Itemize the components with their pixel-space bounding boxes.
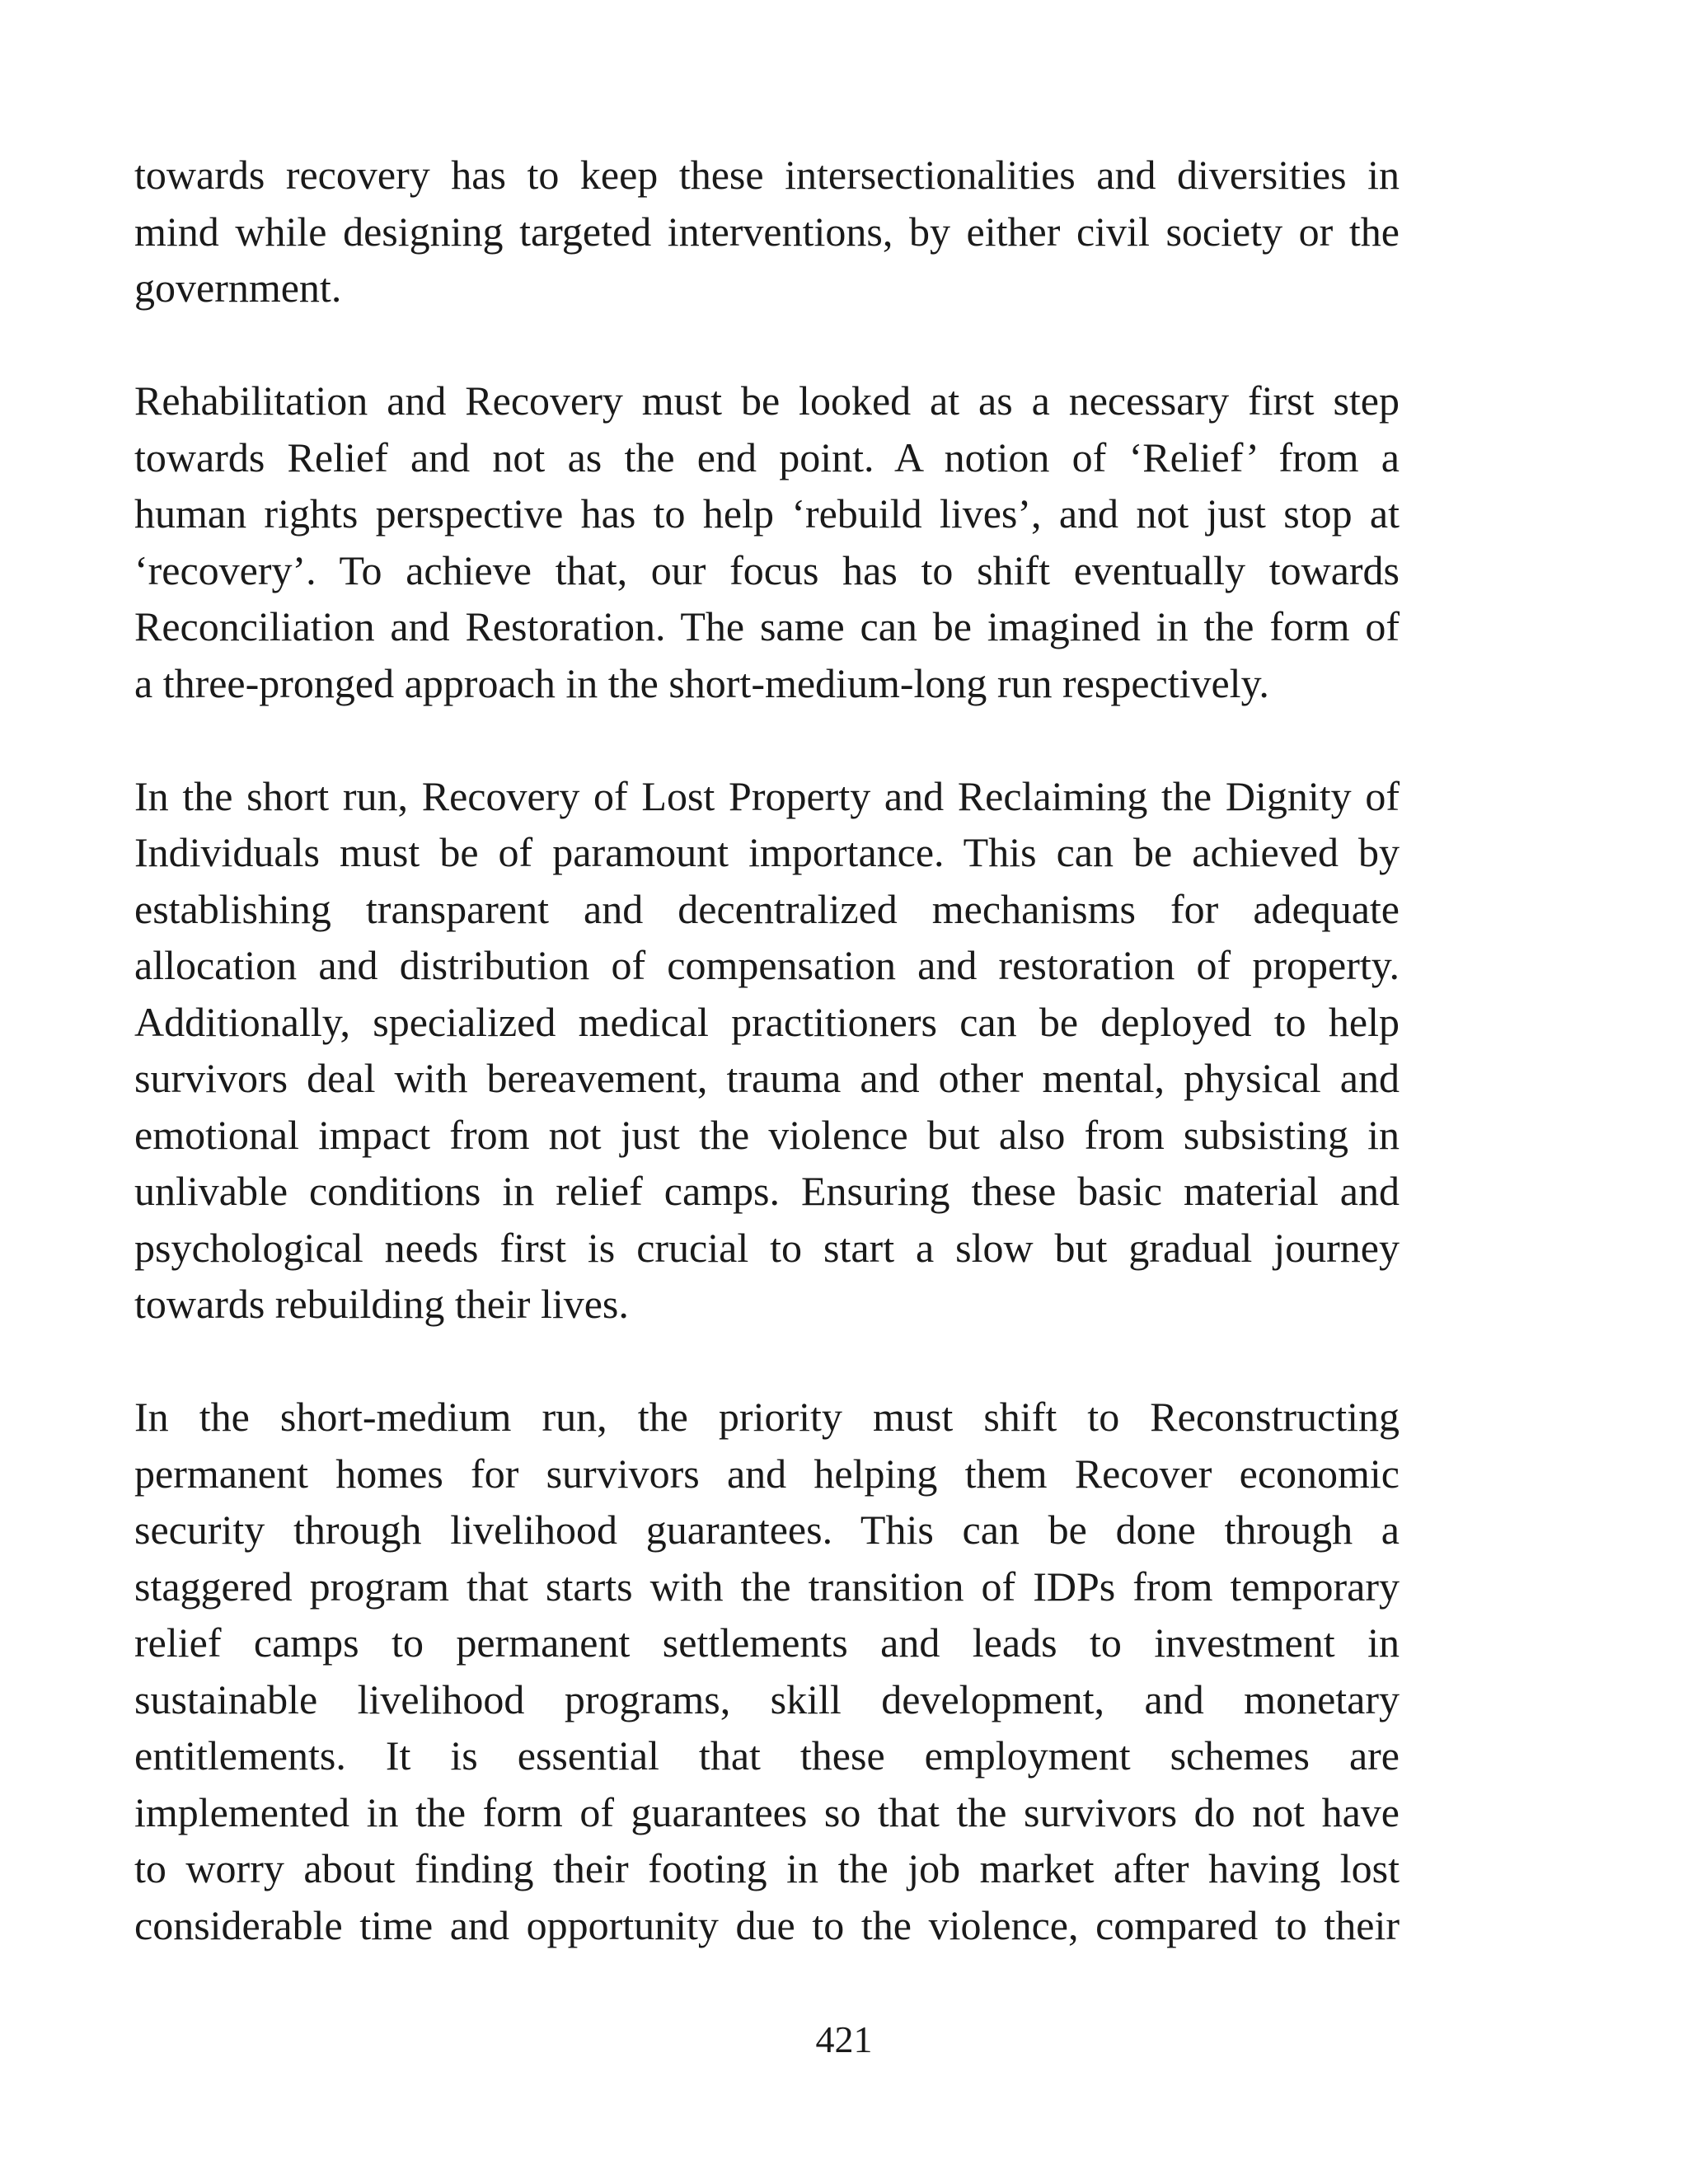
text-line: Reconciliation and Restoration. The same can be imagined in the form of xyxy=(134,603,1400,649)
text-line: a three-pronged approach in the short-medium-long run respectively. xyxy=(134,659,1269,706)
text-line: psychological needs first is crucial to start a slow but gradual journey xyxy=(134,1224,1400,1271)
text-line: establishing transparent and decentralized mechanisms for adequate xyxy=(134,885,1400,932)
text-line: sustainable livelihood programs, skill development, and monetary xyxy=(134,1675,1400,1722)
text-line: mind while designing targeted interventions, by either civil society or the xyxy=(134,208,1400,255)
text-line: Additionally, specialized medical practitioners can be deployed to help xyxy=(134,998,1400,1045)
text-line: unlivable conditions in relief camps. Ensuring these basic material and xyxy=(134,1168,1400,1214)
text-line: permanent homes for survivors and helping them Recover economic xyxy=(134,1450,1400,1497)
text-line: staggered program that starts with the transition of IDPs from temporary xyxy=(134,1563,1400,1610)
text-line: emotional impact from not just the violence but also from subsisting in xyxy=(134,1111,1400,1158)
text-line: towards recovery has to keep these intersectionalities and diversities in xyxy=(134,152,1400,198)
paragraph-4 xyxy=(134,1389,1400,1953)
body-text xyxy=(134,147,1400,1953)
text-line: relief camps to permanent settlements and leads to investment in xyxy=(134,1619,1400,1666)
page-number: 421 xyxy=(815,2018,873,2060)
text-line: human rights perspective has to help ‘rebuild lives’, and not just stop at xyxy=(134,490,1400,537)
text-line: Individuals must be of paramount importance. This can be achieved by xyxy=(134,829,1400,875)
text-line: considerable time and opportunity due to the violence, compared to their xyxy=(134,1901,1400,1948)
paragraph-3 xyxy=(134,768,1400,1333)
paragraph-spacer xyxy=(134,711,1400,768)
text-line: entitlements. It is essential that these employment schemes are xyxy=(134,1732,1400,1779)
text-line: towards Relief and not as the end point. A notion of ‘Relief’ from a xyxy=(134,434,1400,480)
text-line: Rehabilitation and Recovery must be looked at as a necessary first step xyxy=(134,377,1400,424)
text-line: government. xyxy=(134,265,342,311)
text-line: allocation and distribution of compensation and restoration of property. xyxy=(134,942,1400,988)
text-line: towards rebuilding their lives. xyxy=(134,1281,629,1327)
text-line: implemented in the form of guarantees so that the survivors do not have xyxy=(134,1788,1400,1835)
text-line: ‘recovery’. To achieve that, our focus has to shift eventually towards xyxy=(134,546,1400,593)
paragraph-1 xyxy=(134,147,1400,316)
paragraph-spacer xyxy=(134,316,1400,373)
text-line: In the short-medium run, the priority must shift to Reconstructing xyxy=(134,1394,1400,1440)
text-line: to worry about finding their footing in the job market after having lost xyxy=(134,1845,1400,1891)
paragraph-2 xyxy=(134,373,1400,711)
paragraph-spacer xyxy=(134,1333,1400,1390)
text-line: security through livelihood guarantees. This can be done through a xyxy=(134,1507,1400,1553)
text-line: survivors deal with bereavement, trauma and other mental, physical and xyxy=(134,1055,1400,1101)
text-line: In the short run, Recovery of Lost Property and Reclaiming the Dignity of xyxy=(134,772,1400,819)
